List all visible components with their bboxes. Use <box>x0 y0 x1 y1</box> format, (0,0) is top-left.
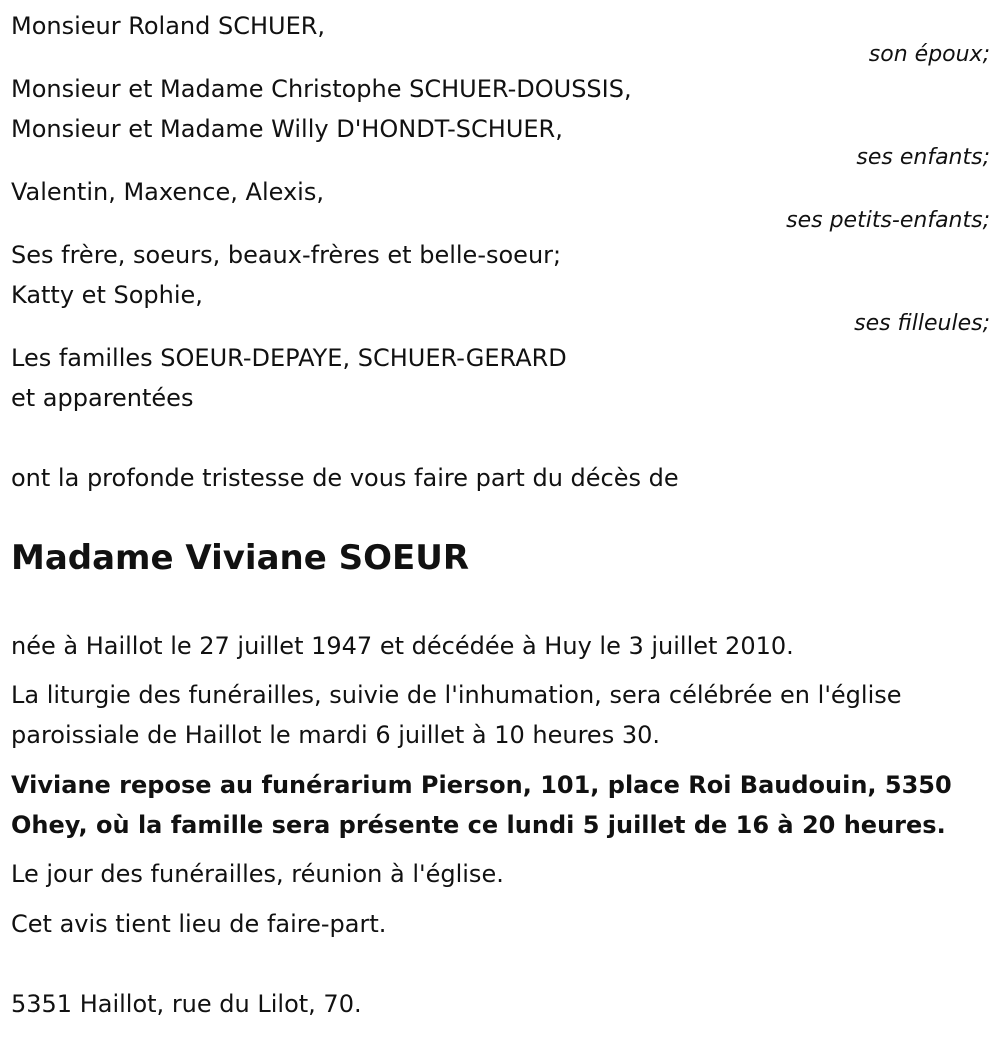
deceased-name: Madame Viviane SOEUR <box>11 538 470 578</box>
notice-text: Cet avis tient lieu de faire-part. <box>11 910 387 938</box>
family-group-families <box>11 338 990 418</box>
address-text: 5351 Haillot, rue du Lilot, 70. <box>11 990 362 1018</box>
family-line: Katty et Sophie, <box>11 281 203 309</box>
family-line: Monsieur et Madame Christophe SCHUER-DOUSSIS, <box>11 75 632 103</box>
relation-label: ses petits-enfants; <box>786 208 990 233</box>
meeting-text: Le jour des funérailles, réunion à l'église. <box>11 860 504 888</box>
family-group-siblings <box>11 235 990 336</box>
relation-label: son époux; <box>868 42 990 67</box>
family-line: et apparentées <box>11 384 194 412</box>
family-line: Monsieur Roland SCHUER, <box>11 12 326 40</box>
funerarium-text: Viviane repose au funérarium Pierson, 101, place Roi Baudouin, 5350 Ohey, où la famille sera présente ce lundi 5 juillet de 16 à 20 heures. <box>11 771 952 839</box>
family-line: Monsieur et Madame Willy D'HONDT-SCHUER, <box>11 115 563 143</box>
relation-label: ses enfants; <box>856 145 990 170</box>
family-line: Valentin, Maxence, Alexis, <box>11 178 324 206</box>
family-group-grandchildren <box>11 172 990 233</box>
family-group-children <box>11 69 990 170</box>
relation-label: ses filleules; <box>854 311 990 336</box>
family-line: Les familles SOEUR-DEPAYE, SCHUER-GERARD <box>11 344 567 372</box>
announcement-text: ont la profonde tristesse de vous faire part du décès de <box>11 464 679 492</box>
family-group-spouse <box>11 6 990 67</box>
liturgy-text: La liturgie des funérailles, suivie de l'inhumation, sera célébrée en l'église paroissiale de Haillot le mardi 6 juillet à 10 heures 30. <box>11 681 902 749</box>
family-line: Ses frère, soeurs, beaux-frères et belle-soeur; <box>11 241 562 269</box>
birth-death-text: née à Haillot le 27 juillet 1947 et décédée à Huy le 3 juillet 2010. <box>11 632 794 660</box>
